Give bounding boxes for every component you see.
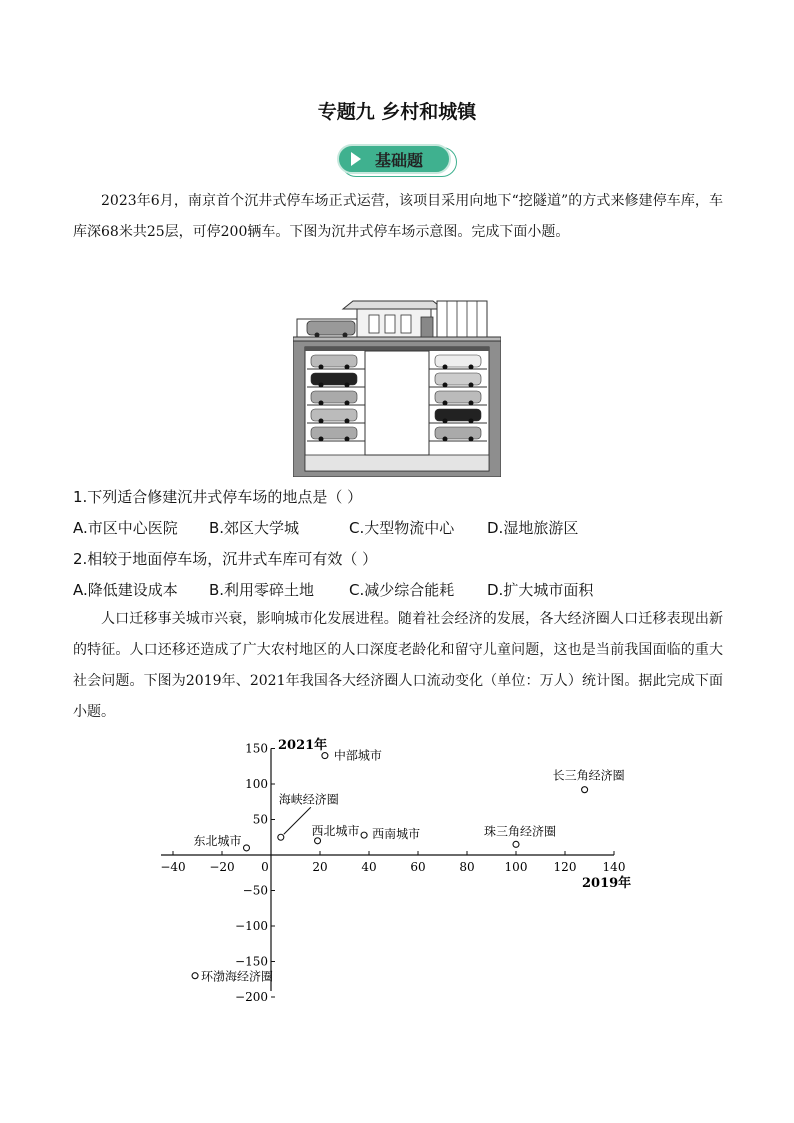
question-1-options	[73, 517, 578, 538]
scatter-point	[244, 845, 250, 851]
q2-option-b[interactable]: B.利用零碎土地	[209, 581, 315, 599]
x-tick-label: 40	[361, 860, 377, 874]
q2-option-d[interactable]: D.扩大城市面积	[487, 581, 594, 599]
scatter-point	[278, 834, 284, 840]
point-label: 环渤海经济圈	[201, 969, 274, 984]
point-label: 东北城市	[193, 833, 242, 848]
scatter-point	[361, 832, 367, 838]
point-label: 珠三角经济圈	[483, 824, 557, 839]
q1-option-a[interactable]: A.市区中心医院	[73, 519, 178, 537]
play-icon	[351, 152, 361, 166]
point-label: 长三角经济圈	[552, 768, 625, 783]
question-2-stem: 2.相较于地面停车场，沉井式车库可有效（ ）	[73, 550, 378, 568]
population-flow-scatter-chart	[150, 733, 650, 1018]
x-axis-label: 2019年	[582, 876, 632, 891]
y-tick-label: 50	[252, 812, 268, 827]
scatter-point	[192, 973, 198, 979]
question-2-options	[73, 579, 593, 600]
point-label: 海峡经济圈	[278, 792, 339, 807]
point-label: 西南城市	[372, 827, 421, 842]
scatter-point	[582, 787, 588, 793]
scatter-point	[513, 841, 519, 847]
q1-option-c[interactable]: C.大型物流中心	[349, 519, 455, 537]
q2-option-c[interactable]: C.减少综合能耗	[349, 581, 455, 599]
y-axis-label: 2021年	[278, 738, 328, 753]
leader-line	[284, 807, 311, 834]
question-1-stem: 1.下列适合修建沉井式停车场的地点是（ ）	[73, 488, 363, 506]
x-tick-label: 100	[504, 860, 528, 874]
sinking-shaft-garage-diagram	[293, 291, 501, 477]
point-label: 西北城市	[311, 823, 360, 838]
passage-2: 人口迁移事关城市兴衰，影响城市化发展进程。随着社会经济的发展，各大经济圈人口迁移表现出新的特征。人口还移还造成了广大农村地区的人口深度老龄化和留守儿童问题，这也是当前我国面临的重大社会问题。下图为2019年、2021年我国各大经济圈人口流动变化（单位：万人）统计图。据此完成下面小题。	[73, 611, 723, 720]
x-tick-label: 80	[459, 860, 475, 874]
point-label: 中部城市	[333, 748, 382, 763]
section-badge	[337, 144, 457, 176]
badge-label: 基础题	[375, 151, 424, 170]
x-tick-label: 60	[410, 860, 426, 874]
page-title: 专题九 乡村和城镇	[317, 101, 477, 123]
y-tick-label: −100	[235, 919, 268, 933]
y-tick-label: 100	[245, 777, 268, 791]
x-tick-label: −40	[160, 860, 186, 874]
y-tick-label: −150	[235, 954, 268, 969]
x-tick-label: 120	[553, 860, 577, 874]
y-tick-label: −50	[242, 883, 268, 898]
x-tick-label: 0	[261, 860, 269, 874]
x-tick-label: 20	[312, 860, 328, 874]
y-tick-label: −200	[235, 990, 268, 1004]
scatter-point	[322, 753, 328, 759]
q2-option-a[interactable]: A.降低建设成本	[73, 581, 178, 599]
x-tick-label: 140	[602, 860, 626, 874]
q1-option-b[interactable]: B.郊区大学城	[209, 519, 300, 537]
y-tick-label: 150	[245, 741, 268, 756]
q1-option-d[interactable]: D.湿地旅游区	[487, 519, 579, 537]
x-tick-label: −20	[209, 860, 235, 874]
passage-1: 2023年6月，南京首个沉井式停车场正式运营，该项目采用向地下“挖隧道”的方式来修建停车库，车库深68米共25层，可停200辆车。下图为沉井式停车场示意图。完成下面小题。	[73, 193, 723, 240]
scatter-point	[315, 838, 321, 844]
